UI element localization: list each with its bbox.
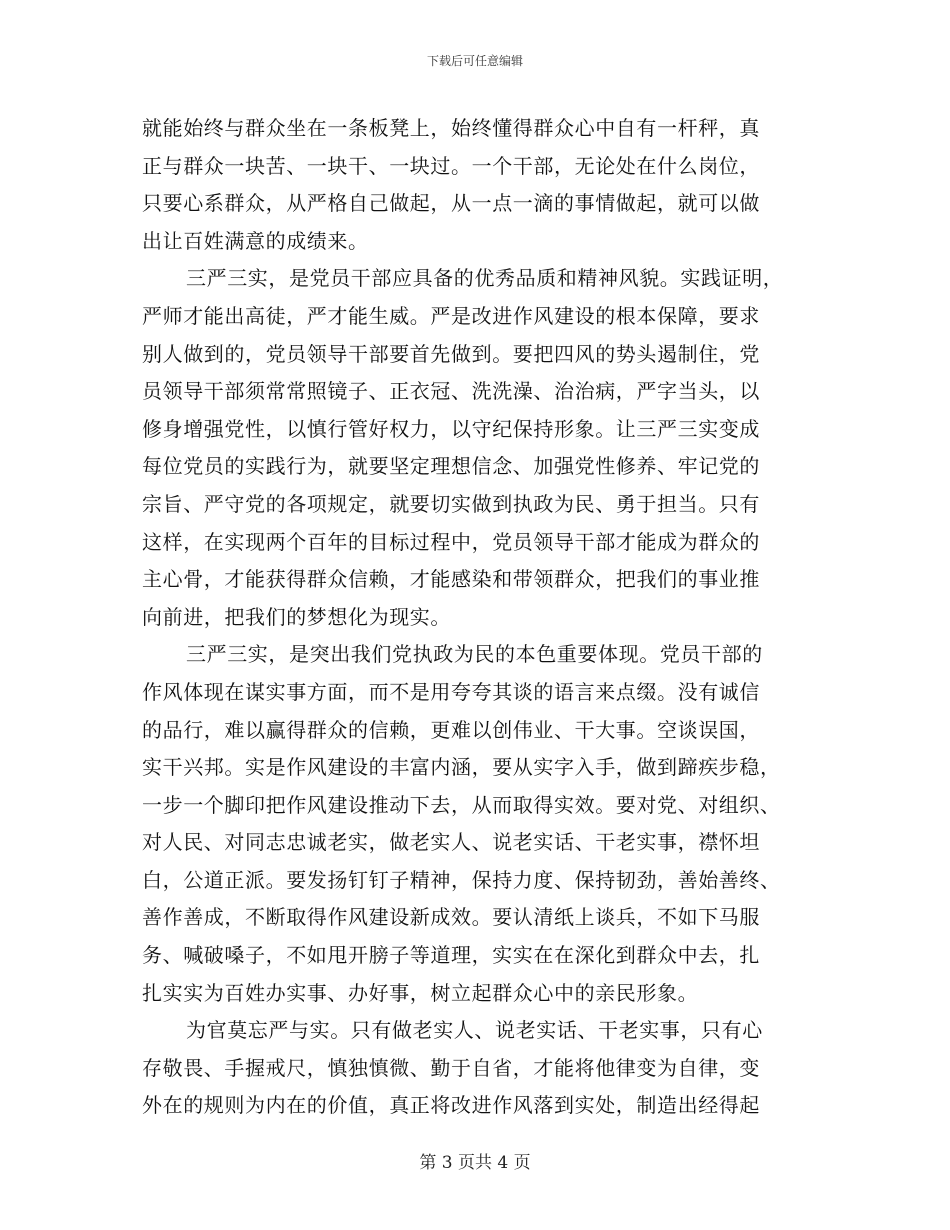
page-number: 第 3 页共 4 页 [419, 1153, 531, 1173]
text-line: 只要心系群众，从严格自己做起，从一点一滴的事情做起，就可以做 [142, 191, 760, 216]
text-line: 正与群众一块苦、一块干、一块过。一个干部，无论处在什么岗位， [142, 153, 760, 178]
text-line: 出让百姓满意的成绩来。 [142, 228, 369, 253]
text-line: 向前进，把我们的梦想化为现实。 [142, 604, 451, 629]
text-line: 善作善成，不断取得作风建设新成效。要认清纸上谈兵，不如下马服 [142, 905, 760, 930]
text-line: 就能始终与群众坐在一条板凳上，始终懂得群众心中自有一杆秤，真 [142, 116, 760, 140]
text-line: 对人民、对同志忠诚老实，做老实人、说老实话、干老实事，襟怀坦 [142, 830, 760, 855]
page-header: 下载后可任意编辑 [426, 54, 523, 68]
text-line: 宗旨、严守党的各项规定，就要切实做到执政为民、勇于担当。只有 [142, 491, 760, 516]
text-line: 修身增强党性，以慎行管好权力，以守纪保持形象。让三严三实变成 [142, 416, 760, 441]
text-line: 白，公道正派。要发扬钉钉子精神，保持力度、保持韧劲，善始善终、 [142, 867, 781, 892]
text-line: 主心骨，才能获得群众信赖，才能感染和带领群众，把我们的事业推 [142, 567, 760, 592]
document-body [142, 110, 802, 1125]
text-line: 扎实实为百姓办实事、办好事，树立起群众心中的亲民形象。 [142, 980, 699, 1005]
paragraph-first-line: 为官莫忘严与实。只有做老实人、说老实话、干老实事，只有心 [186, 1018, 763, 1043]
text-line: 别人做到的，党员领导干部要首先做到。要把四风的势头遏制住，党 [142, 341, 760, 366]
text-line: 的品行，难以赢得群众的信赖，更难以创伟业、干大事。空谈误国， [142, 717, 760, 742]
paragraph-first-line: 三严三实，是党员干部应具备的优秀品质和精神风貌。实践证明， [186, 266, 784, 291]
text-line: 这样，在实现两个百年的目标过程中，党员领导干部才能成为群众的 [142, 529, 760, 554]
text-line: 作风体现在谋实事方面，而不是用夸夸其谈的语言来点缀。没有诚信 [142, 679, 760, 704]
text-line: 员领导干部须常常照镜子、正衣冠、洗洗澡、治治病，严字当头，以 [142, 379, 760, 404]
text-line: 务、喊破嗓子，不如甩开膀子等道理，实实在在深化到群众中去，扎 [142, 943, 760, 968]
text-line: 一步一个脚印把作风建设推动下去，从而取得实效。要对党、对组织、 [142, 792, 781, 817]
text-line: 存敬畏、手握戒尺，慎独慎微、勤于自省，才能将他律变为自律，变 [142, 1055, 760, 1080]
paragraph-first-line: 三严三实，是突出我们党执政为民的本色重要体现。党员干部的 [186, 642, 763, 667]
text-line: 严师才能出高徒，严才能生威。严是改进作风建设的根本保障，要求 [142, 303, 760, 328]
text-line: 实干兴邦。实是作风建设的丰富内涵，要从实字入手，做到蹄疾步稳， [142, 755, 781, 780]
text-line: 每位党员的实践行为，就要坚定理想信念、加强党性修养、牢记党的 [142, 454, 760, 479]
text-line: 外在的规则为内在的价值，真正将改进作风落到实处，制造出经得起 [142, 1093, 760, 1118]
